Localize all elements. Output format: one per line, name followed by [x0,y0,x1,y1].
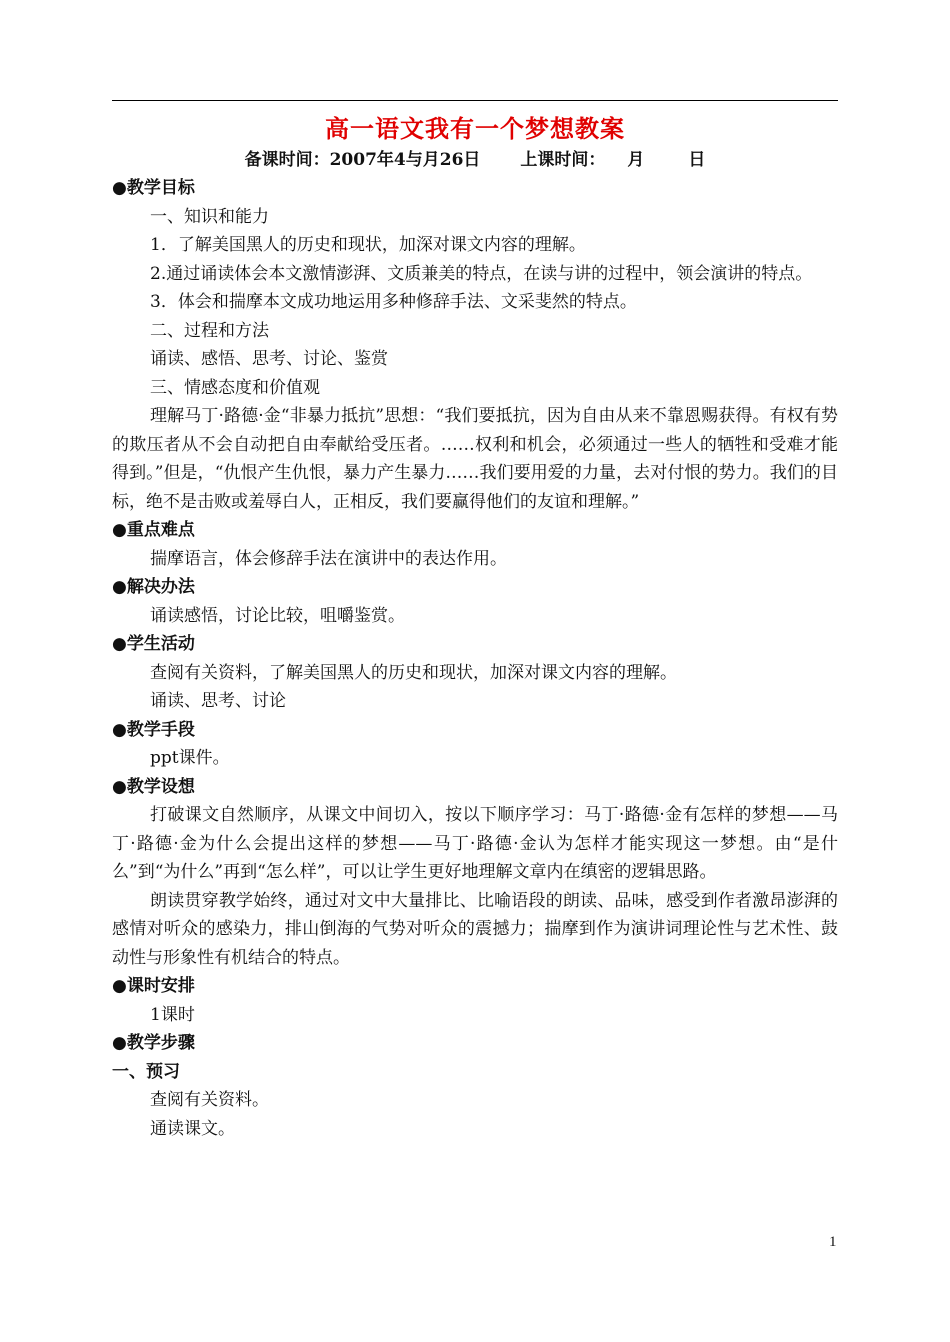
schedule-text: 1课时 [150,1004,195,1025]
objective-item-1: 1．了解美国黑人的历史和现状，加深对课文内容的理解。 [150,235,586,255]
document-title: 高一语文我有一个梦想教案 [325,114,625,143]
date-line [112,146,838,174]
step-text-2: 通读课文。 [150,1118,235,1139]
step-subheading-preview: 一、预习 [112,1061,180,1082]
subheading-values: 三、情感态度和价值观 [150,377,320,398]
process-text: 诵读、感悟、思考、讨论、鉴赏 [150,349,388,369]
activity-text-1: 查阅有关资料，了解美国黑人的历史和现状，加深对课文内容的理解。 [150,662,677,683]
subheading-process: 二、过程和方法 [150,320,269,341]
objective-item-3: 3．体会和揣摩本文成功地运用多种修辞手法、文采斐然的特点。 [150,292,637,312]
step-text-1: 查阅有关资料。 [150,1090,269,1110]
teaching-means-text: ppt课件。 [150,748,230,768]
class-month: 月 [627,150,645,170]
design-paragraph-1: 打破课文自然顺序，从课文中间切入，按以下顺序学习：马丁·路德·金有怎样的梦想——马丁·路德·金为什么会提出这样的梦想——马丁·路德·金认为怎样才能实现这一梦想。由“是什么”到“为什么”再到“怎么样”，可以让学生更好地理解文章内在缜密的逻辑思路。 [112,805,838,882]
prep-time: 备课时间：2007年4与月26日 [244,150,481,170]
design-paragraph-2: 朗读贯穿教学始终，通过对文中大量排比、比喻语段的朗读、品味，感受到作者激昂澎湃的感情对听众的感染力，排山倒海的气势对听众的震撼力；揣摩到作为演讲词理论性与艺术性、鼓动性与形象性有机结合的特点。 [112,890,838,968]
activity-text-2: 诵读、思考、讨论 [150,691,286,711]
page-number: 1 [829,1234,837,1250]
solution-text: 诵读感悟，讨论比较，咀嚼鉴赏。 [150,605,405,626]
section-heading-solution: ●解决办法 [112,577,195,597]
subheading-knowledge: 一、知识和能力 [150,206,269,227]
section-heading-teaching-design: ●教学设想 [112,776,195,797]
section-heading-teaching-means: ●教学手段 [112,719,195,740]
class-day: 日 [688,150,706,170]
key-points-text: 揣摩语言，体会修辞手法在演讲中的表达作用。 [150,548,507,569]
document-body [112,112,838,1143]
section-heading-student-activity: ●学生活动 [112,634,195,654]
class-time-label: 上课时间： [520,150,606,170]
section-heading-schedule: ●课时安排 [112,976,195,996]
section-heading-teaching-steps: ●教学步骤 [112,1033,195,1053]
section-heading-key-points: ●重点难点 [112,520,195,540]
objective-item-2: 2.通过诵读体会本文激情澎湃、文质兼美的特点，在读与讲的过程中，领会演讲的特点。 [150,263,813,284]
section-heading-objectives: ●教学目标 [112,178,195,198]
values-paragraph: 理解马丁·路德·金“非暴力抵抗”思想：“我们要抵抗，因为自由从来不靠恩赐获得。有权有势的欺压者从不会自动把自由奉献给受压者。……权利和机会，必须通过一些人的牺牲和受难才能得到。”但是，“仇恨产生仇恨，暴力产生暴力……我们要用爱的力量，去对付恨的势力。我们的目标，绝不是击败或羞辱白人，正相反，我们要赢得他们的友谊和理解。” [112,406,838,512]
header-rule [112,100,838,101]
